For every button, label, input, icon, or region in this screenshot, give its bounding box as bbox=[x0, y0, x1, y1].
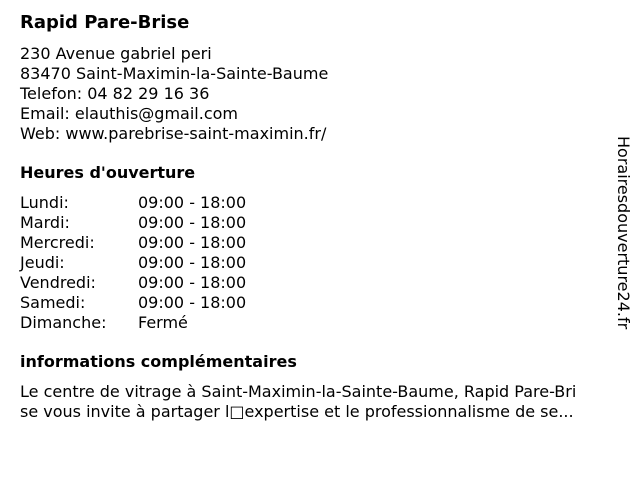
business-card bbox=[20, 12, 620, 422]
hours-time-value: 09:00 - 18:00 bbox=[138, 293, 247, 312]
opening-hours-heading: Heures d'ouverture bbox=[20, 163, 196, 182]
hours-time-value: Fermé bbox=[138, 313, 188, 332]
hours-day-label: Lundi: bbox=[20, 193, 69, 212]
hours-time-value: 09:00 - 18:00 bbox=[138, 213, 247, 232]
hours-day-label: Mercredi: bbox=[20, 233, 95, 252]
hours-row-saturday bbox=[20, 293, 620, 313]
address-line-1: 230 Avenue gabriel peri bbox=[20, 44, 212, 63]
hours-time-value: 09:00 - 18:00 bbox=[138, 193, 247, 212]
hours-time-value: 09:00 - 18:00 bbox=[138, 253, 247, 272]
hours-day-label: Dimanche: bbox=[20, 313, 107, 332]
hours-time-value: 09:00 - 18:00 bbox=[138, 233, 247, 252]
hours-row-monday bbox=[20, 193, 620, 213]
hours-row-wednesday bbox=[20, 233, 620, 253]
hours-day-label: Mardi: bbox=[20, 213, 70, 232]
hours-row-friday bbox=[20, 273, 620, 293]
email-address: Email: elauthis@gmail.com bbox=[20, 104, 238, 123]
description-line-1: Le centre de vitrage à Saint-Maximin-la-Sainte-Baume, Rapid Pare-Bri bbox=[20, 382, 577, 401]
additional-info-heading: informations complémentaires bbox=[20, 352, 297, 371]
hours-day-label: Samedi: bbox=[20, 293, 86, 312]
hours-row-thursday bbox=[20, 253, 620, 273]
website-url: Web: www.parebrise-saint-maximin.fr/ bbox=[20, 124, 327, 143]
hours-time-value: 09:00 - 18:00 bbox=[138, 273, 247, 292]
phone-number: Telefon: 04 82 29 16 36 bbox=[20, 84, 210, 103]
hours-row-sunday bbox=[20, 313, 620, 333]
site-watermark: Horairesdouverture24.fr bbox=[614, 136, 633, 330]
description-line-2: se vous invite à partager l□expertise et le professionnalisme de se... bbox=[20, 402, 574, 421]
hours-row-tuesday bbox=[20, 213, 620, 233]
hours-day-label: Vendredi: bbox=[20, 273, 96, 292]
hours-day-label: Jeudi: bbox=[20, 253, 65, 272]
business-name: Rapid Pare-Brise bbox=[20, 12, 190, 33]
address-line-2: 83470 Saint-Maximin-la-Sainte-Baume bbox=[20, 64, 329, 83]
opening-hours-table bbox=[20, 193, 620, 333]
